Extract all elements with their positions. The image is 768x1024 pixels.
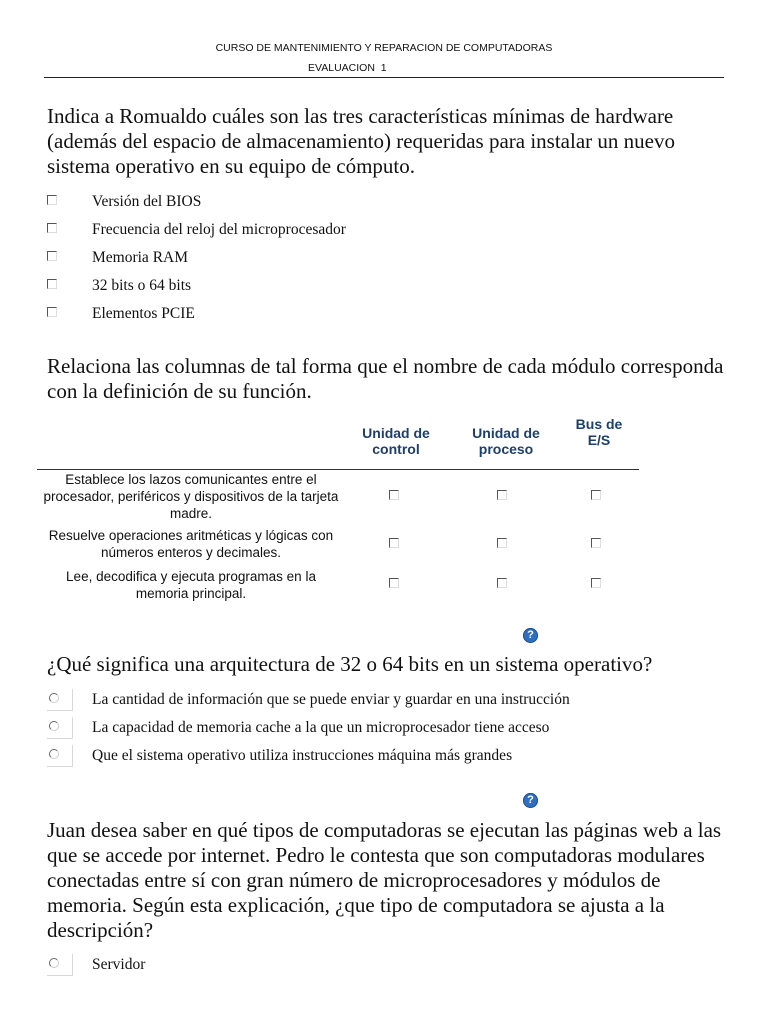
option-label: 32 bits o 64 bits — [92, 277, 192, 294]
matching-row-2-text: Resuelve operaciones aritméticas y lógicas con números enteros y decimales. — [48, 528, 334, 560]
radio-button[interactable] — [47, 954, 73, 976]
matching-divider — [37, 469, 639, 470]
option-label: Servidor — [92, 956, 146, 973]
column-header-process: Unidad de proceso — [472, 425, 540, 457]
question-1-text: Indica a Romualdo cuáles son las tres características mínimas de hardware (además del espacio de almacenamiento) requeridas para instalar un nuevo sistema operativo en su equipo de cómputo. — [47, 104, 675, 178]
matching-row-1-text: Establece los lazos comunicantes entre el procesador, periféricos y dispositivos de la tarjeta madre. — [43, 472, 339, 521]
checkbox[interactable] — [47, 251, 57, 261]
option-label: Memoria RAM — [92, 249, 189, 266]
course-title: CURSO DE MANTENIMIENTO Y REPARACION DE COMPUTADORAS — [215, 42, 553, 54]
radio-circle — [49, 693, 59, 703]
radio-circle — [49, 721, 59, 731]
question-4-text: Juan desea saber en qué tipos de computadoras se ejecutan las páginas web a las que se accede por internet. Pedro le contesta que son computadoras modulares conectadas entre sí con gran número de microprocesadores y módulos de memoria. Según esta explicación, ¿que tipo de computadora se ajusta a la descripción? — [47, 818, 722, 942]
row-3-control-checkbox[interactable] — [389, 578, 399, 588]
option-label: Elementos PCIE — [92, 305, 195, 322]
question-3-text: ¿Qué significa una arquitectura de 32 o 64 bits en un sistema operativo? — [47, 652, 653, 676]
checkbox[interactable] — [47, 307, 57, 317]
option-label: La cantidad de información que se puede enviar y guardar en una instrucción — [92, 691, 570, 708]
row-3-process-checkbox[interactable] — [497, 578, 507, 588]
radio-button[interactable] — [47, 689, 73, 711]
option-label: La capacidad de memoria cache a la que un microprocesador tiene acceso — [92, 719, 550, 736]
option-label: Frecuencia del reloj del microprocesador — [92, 221, 346, 238]
row-2-control-checkbox[interactable] — [389, 538, 399, 548]
row-2-process-checkbox[interactable] — [497, 538, 507, 548]
matching-row-3-text: Lee, decodifica y ejecuta programas en la memoria principal. — [66, 569, 316, 601]
row-1-process-checkbox[interactable] — [497, 490, 507, 500]
row-1-bus-checkbox[interactable] — [591, 490, 601, 500]
evaluation-title: EVALUACION 1 — [308, 62, 387, 74]
help-icon[interactable]: ? — [523, 793, 538, 808]
checkbox[interactable] — [47, 223, 57, 233]
radio-circle — [49, 749, 59, 759]
row-3-bus-checkbox[interactable] — [591, 578, 601, 588]
checkbox[interactable] — [47, 195, 57, 205]
column-header-bus: Bus de E/S — [575, 416, 623, 448]
radio-button[interactable] — [47, 745, 73, 767]
row-2-bus-checkbox[interactable] — [591, 538, 601, 548]
row-1-control-checkbox[interactable] — [389, 490, 399, 500]
radio-button[interactable] — [47, 717, 73, 739]
radio-circle — [49, 958, 59, 968]
question-2-text: Relaciona las columnas de tal forma que el nombre de cada módulo corresponda con la definición de su función. — [47, 354, 724, 403]
checkbox[interactable] — [47, 279, 57, 289]
help-icon[interactable]: ? — [523, 628, 538, 643]
header-divider — [44, 77, 724, 78]
column-header-control: Unidad de control — [362, 425, 430, 457]
option-label: Versión del BIOS — [92, 193, 202, 210]
option-label: Que el sistema operativo utiliza instrucciones máquina más grandes — [92, 747, 513, 764]
